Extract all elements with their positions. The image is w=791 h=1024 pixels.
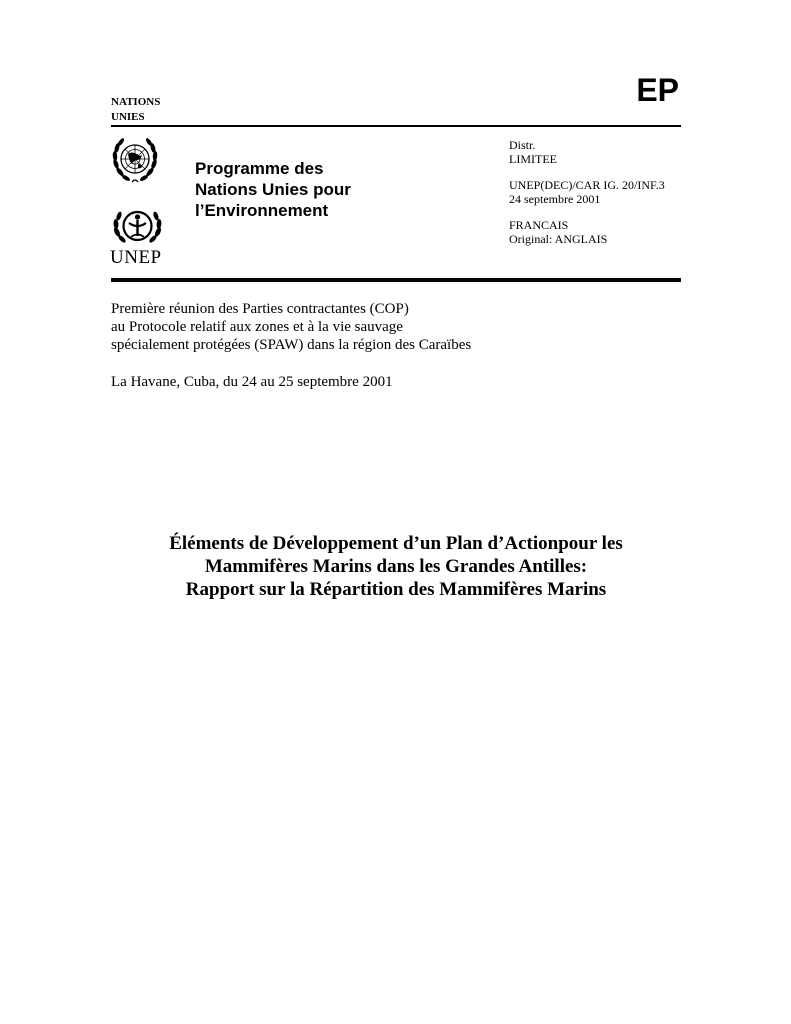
unep-wordmark: UNEP <box>110 247 162 268</box>
document-metadata <box>509 138 665 246</box>
document-number: UNEP(DEC)/CAR IG. 20/INF.3 <box>509 178 665 192</box>
document-title <box>111 532 681 601</box>
organization-name-line-2: Nations Unies pour <box>195 180 351 199</box>
nations-unies-label <box>111 95 160 125</box>
title-line-2: Mammifères Marins dans les Grandes Antilles: <box>204 556 588 577</box>
organization-name-line-3: l’Environnement <box>195 201 329 220</box>
meeting-line-3: spécialement protégées (SPAW) dans la région des Caraïbes <box>111 337 472 353</box>
original-language: Original: ANGLAIS <box>509 232 608 246</box>
distribution-value: LIMITEE <box>509 152 557 166</box>
nations-label: NATIONS <box>111 96 161 108</box>
organization-name-line-1: Programme des <box>195 159 324 178</box>
unep-emblem-icon <box>110 202 165 250</box>
title-line-3: Rapport sur la Répartition des Mammifères Marins <box>185 579 607 600</box>
unies-label: UNIES <box>111 111 145 123</box>
organization-name <box>195 158 415 221</box>
meeting-line-1: Première réunion des Parties contractantes (COP) <box>111 301 409 317</box>
distribution-label: Distr. <box>509 138 536 152</box>
un-emblem-icon <box>110 134 160 186</box>
title-line-1: Éléments de Développement d’un Plan d’Actionpour les <box>169 533 623 554</box>
header-divider-thin <box>111 125 681 127</box>
document-language: FRANCAIS <box>509 218 569 232</box>
document-date: 24 septembre 2001 <box>509 192 601 206</box>
header-divider-thick <box>111 278 681 282</box>
meeting-venue: La Havane, Cuba, du 24 au 25 septembre 2001 <box>111 374 393 390</box>
document-series-code: EP <box>636 72 679 108</box>
meeting-line-2: au Protocole relatif aux zones et à la vie sauvage <box>111 319 403 335</box>
meeting-description <box>111 300 471 354</box>
